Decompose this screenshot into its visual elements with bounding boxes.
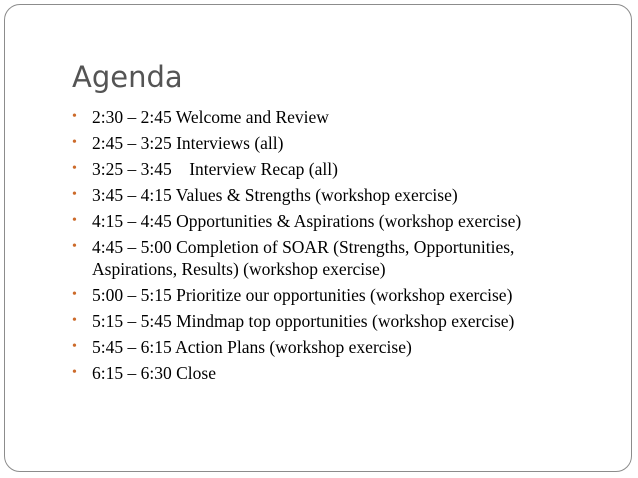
- agenda-list: [72, 106, 592, 388]
- bullet-icon: [72, 336, 84, 358]
- slide: [4, 4, 632, 472]
- agenda-item-text: 5:00 – 5:15 Prioritize our opportunities (workshop exercise): [92, 285, 513, 305]
- bullet-icon: [72, 210, 84, 232]
- agenda-item: [72, 336, 592, 358]
- agenda-item: [72, 236, 592, 280]
- agenda-item: [72, 158, 592, 180]
- bullet-icon: [72, 310, 84, 332]
- agenda-item-text: 4:45 – 5:00 Completion of SOAR (Strengths, Opportunities, Aspirations, Results) (workshop exercise): [92, 237, 518, 279]
- slide-title: Agenda: [72, 60, 183, 94]
- agenda-item-text: 5:45 – 6:15 Action Plans (workshop exercise): [92, 337, 412, 357]
- agenda-item: [72, 184, 592, 206]
- agenda-item: [72, 132, 592, 154]
- bullet-icon: [72, 362, 84, 384]
- bullet-icon: [72, 184, 84, 206]
- agenda-item-text: 4:15 – 4:45 Opportunities & Aspirations (workshop exercise): [92, 211, 522, 231]
- agenda-item: [72, 362, 592, 384]
- bullet-icon: [72, 236, 84, 258]
- agenda-item-text: 5:15 – 5:45 Mindmap top opportunities (workshop exercise): [92, 311, 515, 331]
- bullet-icon: [72, 132, 84, 154]
- agenda-item: [72, 210, 592, 232]
- agenda-item-text: 3:25 – 3:45 Interview Recap (all): [92, 159, 338, 179]
- bullet-icon: [72, 106, 84, 128]
- agenda-item-text: 2:30 – 2:45 Welcome and Review: [92, 107, 329, 127]
- agenda-item-text: 3:45 – 4:15 Values & Strengths (workshop exercise): [92, 185, 458, 205]
- agenda-item-text: 2:45 – 3:25 Interviews (all): [92, 133, 284, 153]
- agenda-item: [72, 310, 592, 332]
- agenda-item: [72, 284, 592, 306]
- agenda-item-text: 6:15 – 6:30 Close: [92, 363, 216, 383]
- bullet-icon: [72, 284, 84, 306]
- bullet-icon: [72, 158, 84, 180]
- agenda-item: [72, 106, 592, 128]
